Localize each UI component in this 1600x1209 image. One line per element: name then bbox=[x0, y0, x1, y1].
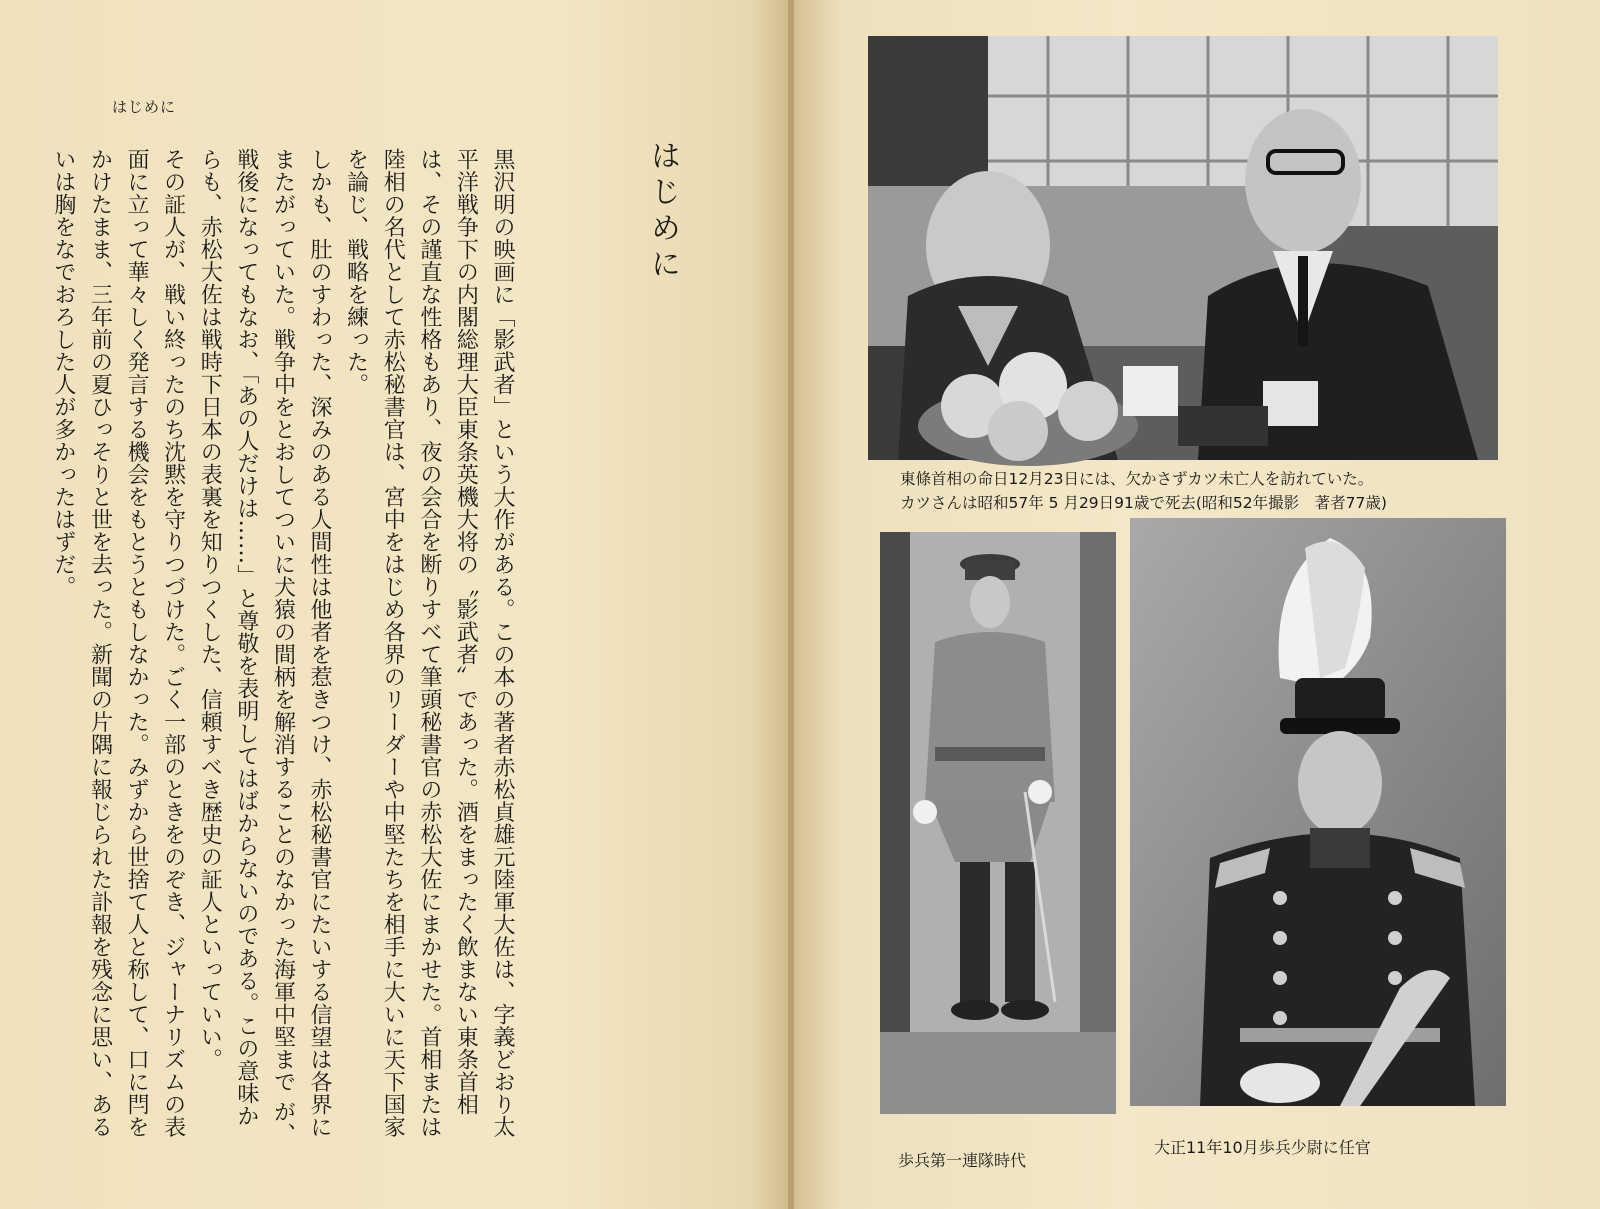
photo-top-caption-line-2: カツさんは昭和57年 5 月29日91歳で死去(昭和52年撮影 著者77歳) bbox=[900, 494, 1387, 512]
running-head: はじめに bbox=[112, 98, 177, 116]
paragraph-2: しかも、肚のすわった、深みのある人間性は他者を惹きつけ、赤松秘書官にたいする信望は各界にまたがっていた。戦争中をとおしてついに犬猿の間柄を解消することのなかった海軍中堅まで が、戦後になってもなお、「あの人だけは……」と尊敬を表明してはばからないのである。この意味からも、赤松大佐は戦時下日本の表裏を知りつくした、信頼すべき歴史の証人といっていい。 bbox=[197, 148, 333, 1146]
body-text bbox=[50, 148, 520, 1148]
photo-infantry-regiment bbox=[880, 532, 1116, 1114]
photo-widow-and-author bbox=[868, 36, 1498, 460]
paragraph-1: 黒沢明の映画に「影武者」という大作がある。この本の著者赤松貞雄元陸軍大佐は、字義どおり太平洋戦争下の内閣総理大臣東条英機大将の〝影武者〟であった。酒をまったく飲まない東条首相は、その謹直な性格もあり、夜の会合を断りすべて筆頭秘書官の赤松大佐にまかせた。首相または陸相の名代として赤松秘書官は、宮中をはじめ各界のリーダーや中堅たちを相手に大いに天下国家を論じ、戦略を練った。 bbox=[343, 148, 515, 1138]
photo-bottom-left-caption: 歩兵第一連隊時代 bbox=[898, 1151, 1027, 1170]
book-gutter bbox=[788, 0, 794, 1209]
chapter-title: はじめに bbox=[645, 140, 680, 284]
photo-bottom-right-caption: 大正11年10月歩兵少尉に任官 bbox=[1154, 1138, 1371, 1157]
paragraph-3: その証人が、戦い終ったのち沈黙を守りつづけた。ごく一部のときをのぞき、ジャーナリズムの表面に立って華々しく発言する機会をもとうともしなかった。みずから世捨て人と称して、口に閂をかけたまま、三年前の夏ひっそりと世を去った。新聞の片隅に報じられた訃報を残念に思い、あるいは胸をなでおろした人が多かったはずだ。 bbox=[50, 148, 186, 1138]
photo-second-lieutenant bbox=[1130, 518, 1506, 1106]
photo-top-caption-line-1: 東條首相の命日12月23日には、欠かさずカツ未亡人を訪れていた。 bbox=[900, 470, 1374, 488]
photo-top-caption bbox=[900, 467, 1520, 515]
